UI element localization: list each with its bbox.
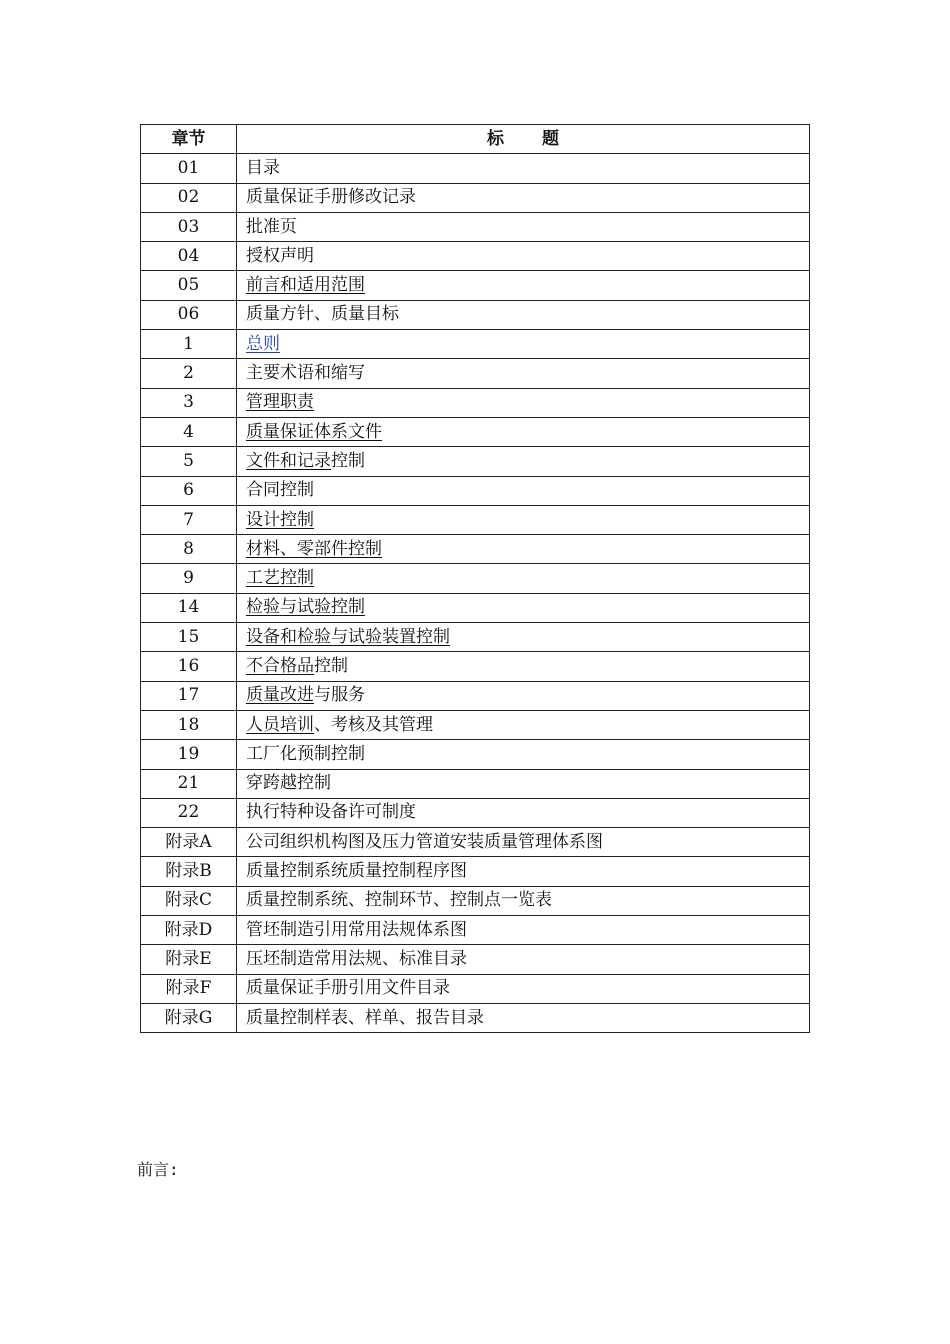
chapter-number: 21 [141,769,237,798]
chapter-number: 6 [141,476,237,505]
chapter-number: 2 [141,359,237,388]
chapter-title [237,857,810,886]
table-row [141,359,810,388]
chapter-number: 附录C [141,886,237,915]
chapter-title-underlined[interactable]: 前言和适用范围 [246,275,365,296]
table-row [141,710,810,739]
chapter-title [237,974,810,1003]
table-row [141,828,810,857]
chapter-title-underlined[interactable]: 检验与试验控制 [246,597,365,618]
table-row [141,564,810,593]
chapter-title [237,710,810,739]
chapter-number: 5 [141,447,237,476]
chapter-title [237,447,810,476]
chapter-number: 9 [141,564,237,593]
table-row [141,183,810,212]
chapter-title-text: 主要术语和缩写 [246,363,365,384]
chapter-number: 16 [141,652,237,681]
chapter-title [237,476,810,505]
table-header-row [141,125,810,154]
chapter-title [237,242,810,271]
chapter-title [237,769,810,798]
table-row [141,505,810,534]
chapter-number: 01 [141,154,237,183]
chapter-number: 02 [141,183,237,212]
chapter-number: 附录B [141,857,237,886]
table-row [141,593,810,622]
table-row [141,535,810,564]
chapter-title-text: 公司组织机构图及压力管道安装质量管理体系图 [246,831,603,852]
chapter-number: 7 [141,505,237,534]
chapter-title-text: 批准页 [246,216,297,237]
table-row [141,652,810,681]
chapter-number: 附录F [141,974,237,1003]
chapter-title-text: 质量控制系统质量控制程序图 [246,861,467,882]
chapter-title-underlined[interactable]: 设备和检验与试验装置控制 [246,626,450,647]
chapter-title [237,593,810,622]
chapter-title [237,681,810,710]
chapter-title [237,798,810,827]
chapter-title [237,271,810,300]
table-row [141,623,810,652]
toc-body [141,154,810,1033]
chapter-title-text: 质量控制系统、控制环节、控制点一览表 [246,890,552,911]
chapter-title [237,417,810,446]
table-row [141,798,810,827]
table-row [141,769,810,798]
chapter-number: 1 [141,330,237,359]
table-row [141,242,810,271]
chapter-title [237,300,810,329]
chapter-title [237,916,810,945]
chapter-title [237,564,810,593]
table-row [141,681,810,710]
toc-table [140,124,810,1033]
chapter-title-text: 执行特种设备许可制度 [246,802,416,823]
chapter-number: 3 [141,388,237,417]
chapter-title [237,623,810,652]
chapter-title [237,740,810,769]
chapter-title-underlined[interactable]: 不合格品 [246,655,314,676]
chapter-title-text: 压坯制造常用法规、标准目录 [246,948,467,969]
chapter-number: 18 [141,710,237,739]
chapter-number: 04 [141,242,237,271]
chapter-number: 15 [141,623,237,652]
chapter-title [237,652,810,681]
preface-heading: 前言: [137,1160,179,1179]
chapter-title-text: 质量保证手册修改记录 [246,187,416,208]
chapter-title-underlined[interactable]: 人员培训 [246,714,314,735]
table-row [141,1003,810,1032]
chapter-title [237,535,810,564]
table-row [141,212,810,241]
chapter-title-text: 合同控制 [246,480,314,501]
chapter-title-underlined[interactable]: 设计控制 [246,509,314,530]
chapter-number: 8 [141,535,237,564]
chapter-title-underlined[interactable]: 工艺控制 [246,568,314,589]
chapter-title-text: 授权声明 [246,245,314,266]
chapter-title [237,212,810,241]
table-row [141,945,810,974]
table-row [141,740,810,769]
chapter-number: 附录A [141,828,237,857]
chapter-title-text: 与服务 [314,685,365,706]
table-row [141,300,810,329]
chapter-title-text: 质量方针、质量目标 [246,304,399,325]
chapter-title-underlined[interactable]: 质量改进 [246,685,314,706]
chapter-title [237,183,810,212]
chapter-number: 19 [141,740,237,769]
chapter-title [237,945,810,974]
table-row [141,154,810,183]
chapter-title-text: 质量控制样表、样单、报告目录 [246,1007,484,1028]
header-title-part1: 标 [487,128,504,149]
chapter-title-text: 控制 [331,450,365,471]
table-row [141,447,810,476]
chapter-title-text: 目录 [246,157,280,178]
table-row [141,476,810,505]
chapter-number: 附录G [141,1003,237,1032]
chapter-number: 附录E [141,945,237,974]
table-row [141,271,810,300]
chapter-title-text: 、考核及其管理 [314,714,433,735]
chapter-title [237,388,810,417]
chapter-title [237,330,810,359]
chapter-title [237,1003,810,1032]
chapter-number: 附录D [141,916,237,945]
chapter-title-text: 工厂化预制控制 [246,743,365,764]
table-row [141,417,810,446]
chapter-number: 22 [141,798,237,827]
chapter-link[interactable]: 总则 [246,333,280,354]
table-row [141,388,810,417]
chapter-number: 03 [141,212,237,241]
table-row [141,330,810,359]
chapter-number: 05 [141,271,237,300]
chapter-title-underlined[interactable]: 文件和记录 [246,450,331,471]
table-row [141,886,810,915]
chapter-title [237,359,810,388]
table-row [141,974,810,1003]
chapter-title [237,828,810,857]
table-row [141,916,810,945]
chapter-number: 4 [141,417,237,446]
chapter-title-text: 穿跨越控制 [246,773,331,794]
header-title-part2: 题 [542,128,559,149]
chapter-title [237,505,810,534]
chapter-title-text: 质量保证手册引用文件目录 [246,978,450,999]
chapter-title [237,886,810,915]
header-title [237,125,810,154]
table-row [141,857,810,886]
chapter-title [237,154,810,183]
chapter-title-underlined[interactable]: 质量保证体系文件 [246,421,382,442]
chapter-number: 14 [141,593,237,622]
chapter-title-text: 控制 [314,655,348,676]
chapter-title-underlined[interactable]: 材料、零部件控制 [246,538,382,559]
chapter-number: 06 [141,300,237,329]
header-chapter: 章节 [141,125,237,154]
chapter-number: 17 [141,681,237,710]
chapter-title-text: 管坯制造引用常用法规体系图 [246,919,467,940]
chapter-title-underlined[interactable]: 管理职责 [246,392,314,413]
